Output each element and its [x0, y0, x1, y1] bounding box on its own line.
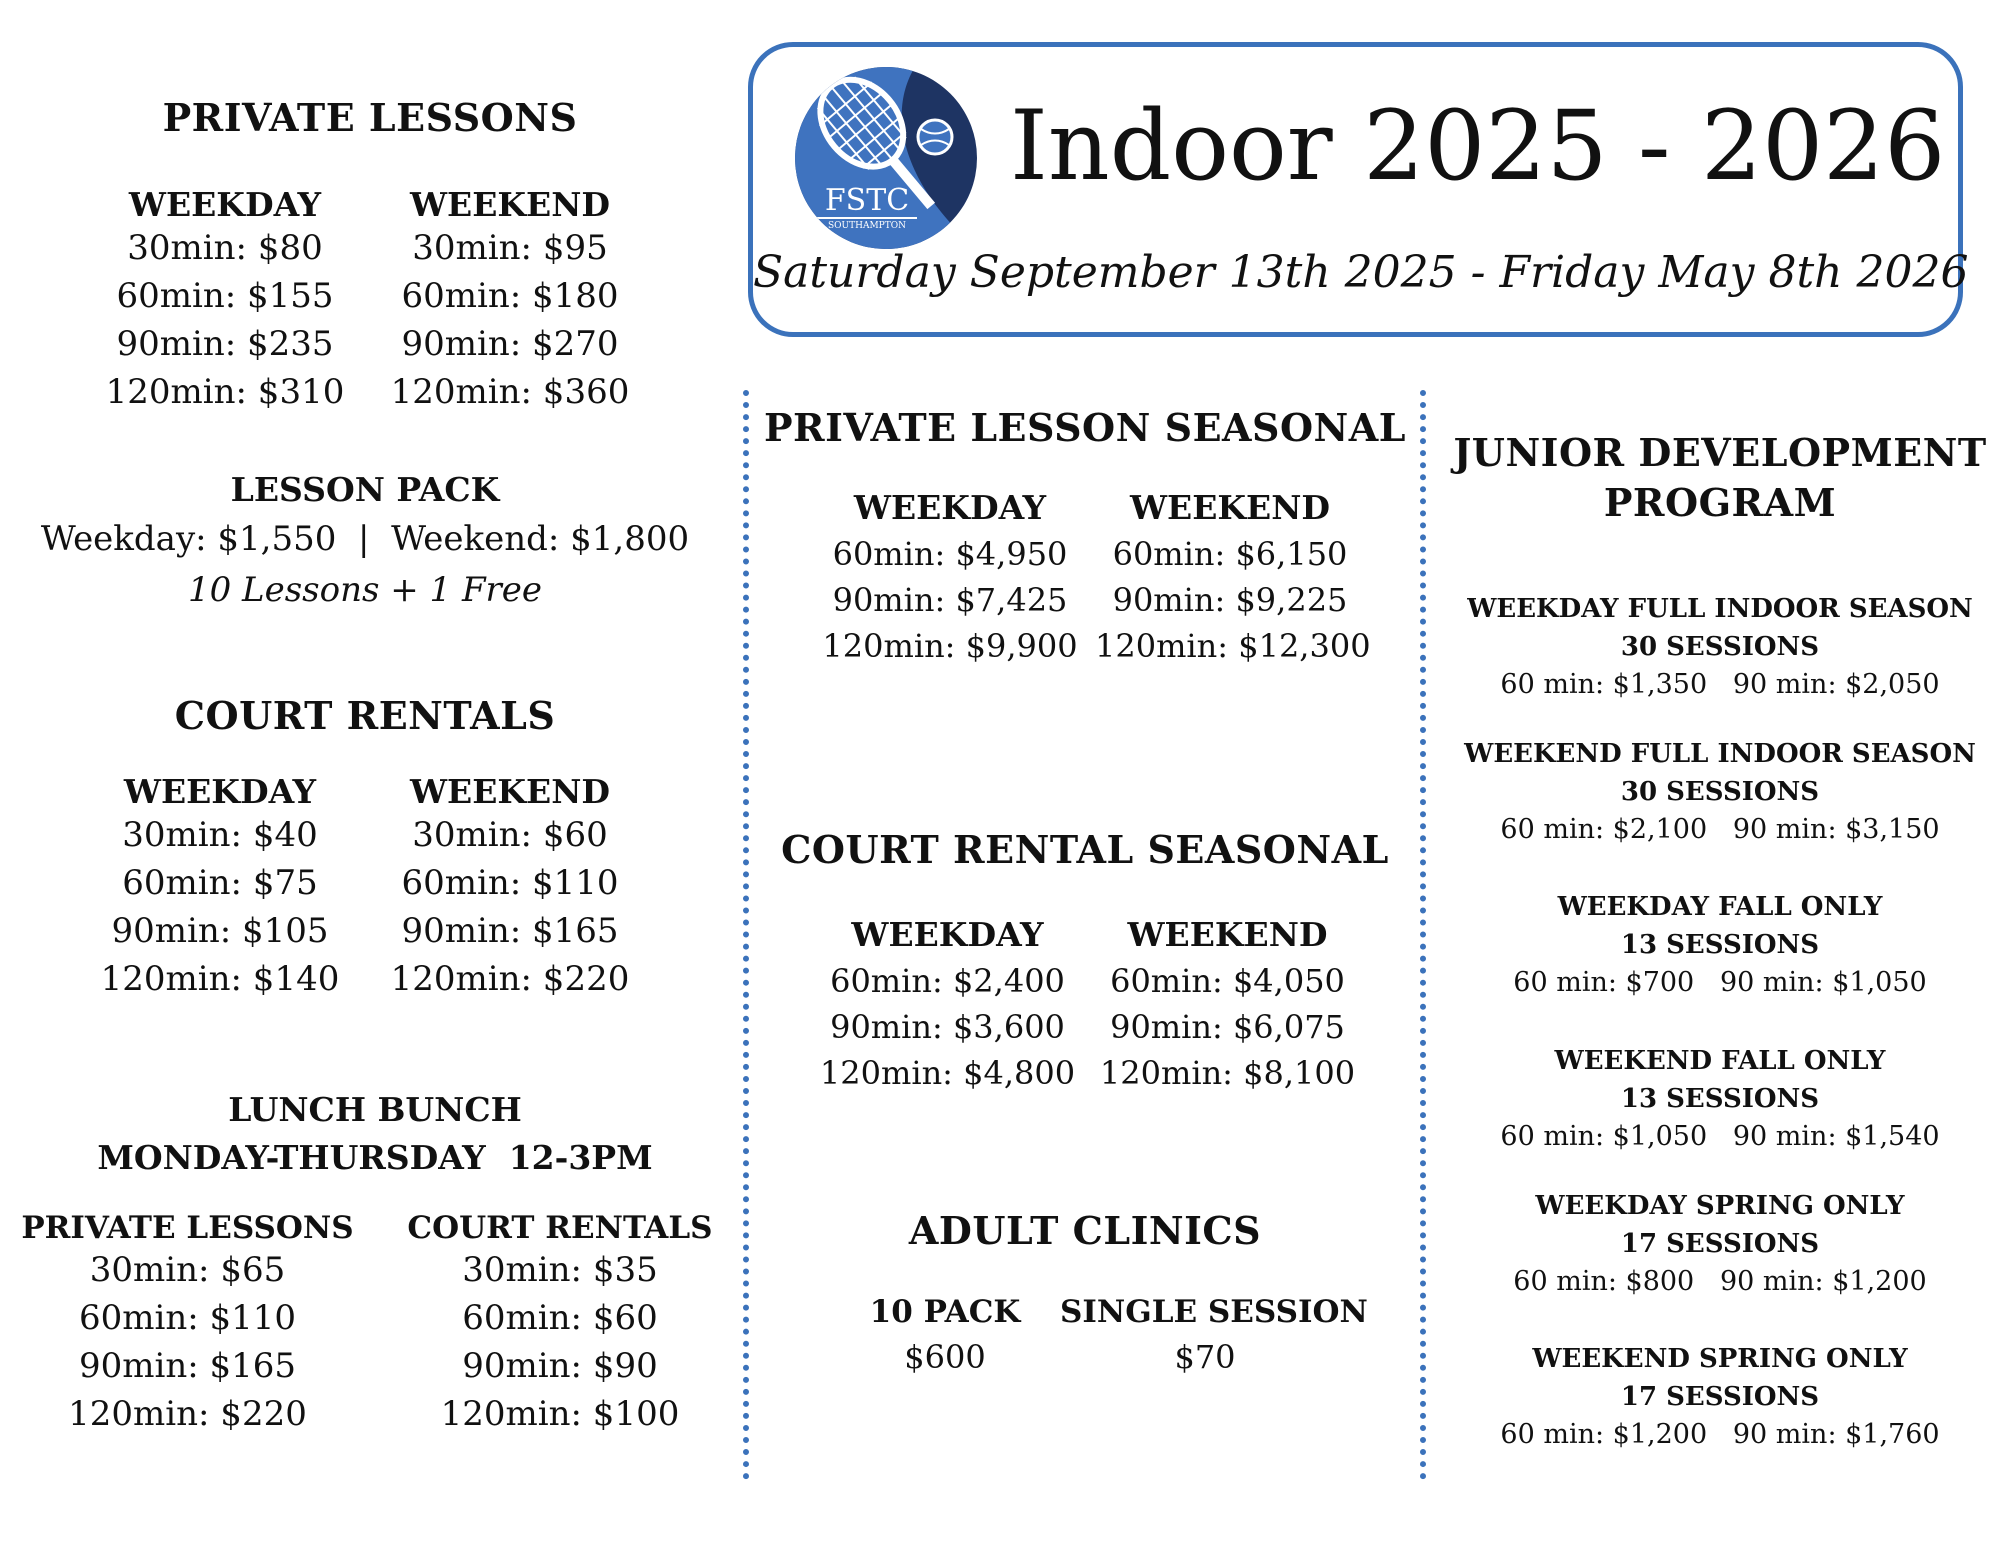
header-box [748, 42, 1969, 337]
price-row: 60min: $180 [401, 276, 619, 316]
lunch-court-column [395, 1210, 725, 1438]
adult-clinics-heading: ADULT CLINICS [908, 1208, 1262, 1253]
price-row: 90min: $9,225 [1112, 581, 1348, 619]
lesson-pack-heading: LESSON PACK [230, 470, 500, 509]
price-row: 120min: $360 [390, 372, 630, 412]
private-seasonal-weekday [815, 485, 1085, 669]
price-row: 30min: $65 [89, 1250, 286, 1290]
weekend-label: WEEKEND [410, 772, 610, 811]
junior-program [1445, 735, 1995, 849]
price-row: 30min: $60 [412, 815, 608, 855]
price-row: 120min: $100 [440, 1394, 680, 1434]
single-price: $70 [1174, 1338, 1236, 1376]
price-row: 90min: $235 [116, 324, 334, 364]
court-seasonal-heading: COURT RENTAL SEASONAL [781, 827, 1389, 872]
price-row: 30min: $95 [412, 228, 608, 268]
adult-clinics-single [1060, 1290, 1368, 1380]
program-sessions: 13 SESSIONS [1620, 930, 1820, 960]
price-row: 90min: $270 [401, 324, 619, 364]
price-row: 60min: $4,950 [832, 535, 1068, 573]
logo-text: FSTC [817, 185, 917, 219]
program-title: WEEKEND FULL INDOOR SEASON [1464, 739, 1976, 769]
lunch-bunch-heading: LUNCH BUNCH [228, 1090, 522, 1129]
price-row: 90min: $3,600 [830, 1008, 1065, 1046]
price-row: 60min: $6,150 [1112, 535, 1348, 573]
junior-program [1445, 888, 1995, 1002]
price-row: 60min: $110 [78, 1298, 297, 1338]
column-divider-right [1420, 390, 1426, 1480]
price-row: 90min: $165 [78, 1346, 297, 1386]
price-row: 90min: $165 [401, 911, 619, 951]
weekday-label: WEEKDAY [128, 185, 322, 224]
price-row: 120min: $8,100 [1099, 1054, 1356, 1092]
private-seasonal-heading: PRIVATE LESSON SEASONAL [763, 405, 1406, 450]
junior-heading-2: PROGRAM [1603, 480, 1837, 525]
price-row: 60min: $110 [401, 863, 619, 903]
private-seasonal-weekend [1095, 485, 1371, 669]
season-dates: Saturday September 13th 2025 - Friday May 8th 2026 [753, 247, 1969, 298]
price-row: 90min: $90 [462, 1346, 658, 1386]
price-row: 60min: $75 [122, 863, 318, 903]
price-row: 120min: $9,900 [822, 627, 1078, 665]
program-prices: 60 min: $800 90 min: $1,200 [1513, 1266, 1927, 1297]
price-row: 120min: $220 [68, 1394, 307, 1434]
price-row: 90min: $6,075 [1110, 1008, 1345, 1046]
single-label: SINGLE SESSION [1060, 1294, 1368, 1330]
program-sessions: 30 SESSIONS [1620, 632, 1820, 662]
price-row: 60min: $2,400 [830, 962, 1065, 1000]
weekend-label: WEEKEND [1127, 915, 1328, 954]
price-row: 60min: $4,050 [1110, 962, 1345, 1000]
court-rentals-heading: COURT RENTALS [174, 693, 556, 738]
program-sessions: 17 SESSIONS [1620, 1229, 1820, 1259]
program-title: WEEKEND FALL ONLY [1554, 1046, 1886, 1076]
pack-price: $600 [904, 1338, 986, 1376]
private-weekend-column [385, 185, 635, 416]
weekend-label: WEEKEND [410, 185, 610, 224]
private-lessons-heading: PRIVATE LESSONS [162, 95, 578, 140]
junior-program [1445, 1340, 1995, 1454]
private-weekday-column [100, 185, 350, 416]
program-prices: 60 min: $700 90 min: $1,050 [1513, 967, 1927, 998]
program-prices: 60 min: $1,200 90 min: $1,760 [1500, 1419, 1940, 1450]
price-row: 120min: $12,300 [1095, 627, 1371, 665]
junior-program [1445, 590, 1995, 704]
program-title: WEEKDAY SPRING ONLY [1535, 1191, 1905, 1221]
program-prices: 60 min: $1,350 90 min: $2,050 [1500, 669, 1940, 700]
price-row: 30min: $40 [122, 815, 318, 855]
page-title: Indoor 2025 - 2026 [1010, 90, 1946, 202]
program-sessions: 13 SESSIONS [1620, 1084, 1820, 1114]
price-row: 90min: $7,425 [832, 581, 1068, 619]
lesson-pack-prices: Weekday: $1,550 | Weekend: $1,800 [40, 519, 690, 559]
program-sessions: 30 SESSIONS [1620, 777, 1820, 807]
column-divider-left [743, 390, 749, 1480]
price-row: 120min: $140 [100, 959, 340, 999]
program-sessions: 17 SESSIONS [1620, 1382, 1820, 1412]
junior-program [1445, 1187, 1995, 1301]
weekend-label: WEEKEND [1130, 488, 1330, 527]
weekday-label: WEEKDAY [123, 772, 317, 811]
program-prices: 60 min: $1,050 90 min: $1,540 [1500, 1121, 1940, 1152]
program-prices: 60 min: $2,100 90 min: $3,150 [1500, 814, 1940, 845]
adult-clinics-pack [860, 1290, 1030, 1380]
lunch-bunch-hours: MONDAY-THURSDAY 12-3PM [97, 1138, 653, 1177]
price-row: 30min: $35 [462, 1250, 658, 1290]
junior-heading: JUNIOR DEVELOPMENT [1453, 430, 1987, 475]
court-weekend-column [385, 772, 635, 1003]
junior-program [1445, 1042, 1995, 1156]
logo-subtext: SOUTHAMPTON [827, 221, 906, 231]
price-row: 120min: $310 [105, 372, 345, 412]
price-row: 30min: $80 [127, 228, 323, 268]
lesson-pack-note: 10 Lessons + 1 Free [187, 570, 543, 610]
court-weekday-column [95, 772, 345, 1003]
pack-label: 10 PACK [869, 1294, 1021, 1330]
fstc-logo [795, 67, 977, 249]
weekday-label: WEEKDAY [851, 915, 1044, 954]
weekday-label: WEEKDAY [853, 488, 1047, 527]
lunch-private-column [15, 1210, 360, 1438]
price-row: 120min: $4,800 [819, 1054, 1076, 1092]
program-title: WEEKDAY FULL INDOOR SEASON [1467, 594, 1973, 624]
program-title: WEEKDAY FALL ONLY [1557, 892, 1883, 922]
price-row: 90min: $105 [111, 911, 329, 951]
lunch-court-label: COURT RENTALS [407, 1210, 713, 1246]
program-title: WEEKEND SPRING ONLY [1532, 1344, 1908, 1374]
price-row: 60min: $60 [462, 1298, 658, 1338]
court-seasonal-weekend [1095, 912, 1360, 1096]
price-row: 60min: $155 [116, 276, 334, 316]
lunch-private-label: PRIVATE LESSONS [21, 1210, 354, 1246]
court-seasonal-weekday [815, 912, 1080, 1096]
price-row: 120min: $220 [390, 959, 630, 999]
